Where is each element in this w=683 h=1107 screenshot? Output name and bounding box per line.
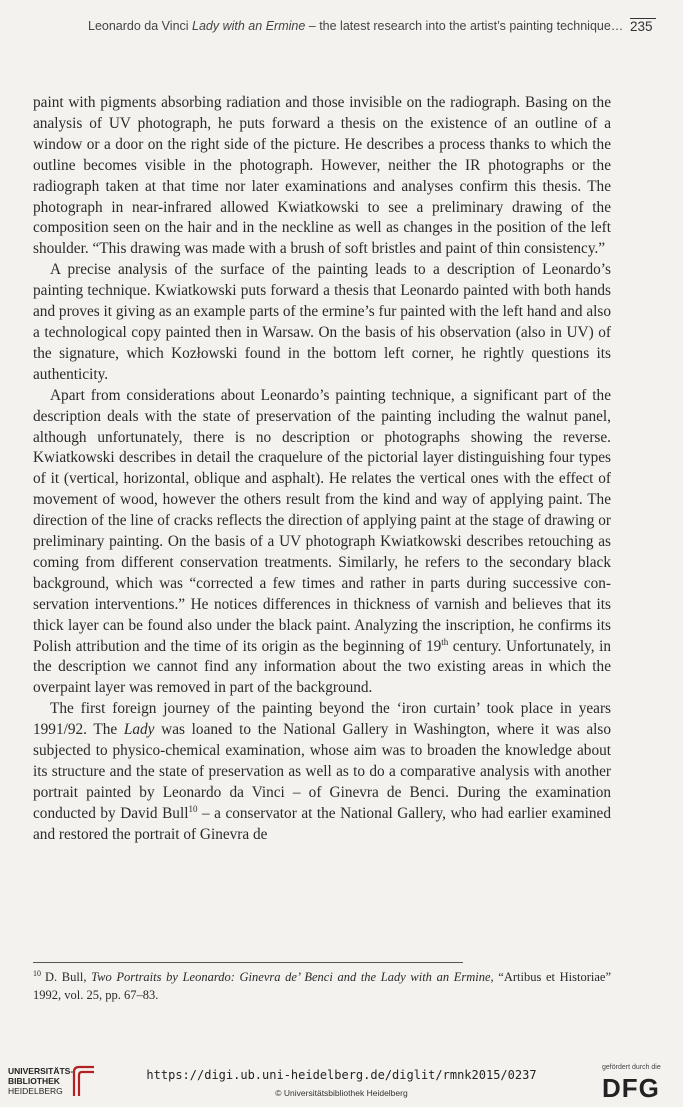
running-head-post: – the latest research into the artist’s painting technique…	[305, 19, 624, 33]
paragraph-3-part-a: Apart from considerations about Leonardo’s painting technique, a significant part of the description deals with the state of preservation of the painting including the walnut panel, although unfortunately, there is no description or photographs showing the reverse. Kwiatkowski describes in detail the craquelure of the pictorial layer distinguishing four types of it (vertical, horizontal, oblique and asphalt). He relates the vertical ones with the effect of movement of wood, however the others result from the kind and way of applying paint. The direction of the line of cracks reflects the direction of applying paint at the stage of drawing or preliminary painting. On the basis of a UV photograph Kwiatkowski describes retouching as coming from different conservation treatments. Similarly, he refers to the secondary black background, which was “corrected a few times and rather in parts during successive conservation interventions.” He notices differences in thickness of varnish and believes that its thick layer can be found also under the black paint. Analyzing the inscription, he confirms its Polish attribution and the time of its origin as the beginning of 19	[33, 386, 611, 655]
footnote-pre: D. Bull,	[45, 970, 92, 984]
library-line-1: UNIVERSITÄTS-	[8, 1066, 74, 1076]
library-line-3: HEIDELBERG	[8, 1086, 63, 1096]
running-head-pre: Leonardo da Vinci	[88, 19, 193, 33]
paragraph-4	[33, 699, 611, 845]
dfg-logo[interactable]: DFG	[602, 1073, 660, 1103]
footnote-post: , “Artibus et Historiae” 1992, vol. 25, pp. 67–83.	[33, 970, 612, 1002]
body-text	[33, 93, 611, 846]
superscript-th: th	[441, 636, 449, 647]
footnote-10	[33, 968, 611, 1004]
running-head-italic: Lady with an Ermine	[192, 19, 306, 33]
running-head	[88, 19, 624, 33]
paragraph-4-italic: Lady	[123, 721, 155, 739]
library-line-2: BIBLIOTHEK	[8, 1076, 60, 1086]
footnote-ref-10[interactable]: 10	[188, 803, 198, 814]
paragraph-4-part-b: was loaned to the National Gallery in Washington, where it was also subjected to physico-chemical examination, whose aim was to broaden the knowledge about its structure and the state of preservation as well as to do a comparative analysis with another portrait painted by Leonardo da Vinci – of Ginevra de Benci. During the examination conducted by David Bull	[33, 721, 611, 822]
paragraph-2: A precise analysis of the surface of the painting leads to a description of Leonardo’s painting technique. Kwiatkowski puts forward a thesis that Leonardo painted with both hands and proves it giving as an example parts of the ermine’s fur painted with the left hand and also a technological copy painted then in Warsaw. On the basis of his observation (also in UV) of the signature, which Kozłowski found in the bottom left corner, he rightly questions its authenticity.	[33, 261, 611, 383]
paragraph-1: paint with pigments absorbing radiation and those invisible on the radiograph. Basing on the analysis of UV photograph, he puts forward a thesis on the existence of an outline of a window or a door on the right side of the picture. He describes a process thanks to which the outline becomes visible in the photograph. However, neither the IR photographs or the radiograph taken at that time nor later examinations and analyses confirm this thesis. The photograph in near-infrared allowed Kwiatkowski to see a preliminary drawing of the composition seen on the hair and in the neckline as well as changes in the position of the left shoulder. “This drawing was made with a brush of soft bristles and paint of thin consistency.”	[33, 94, 611, 258]
page-number: 235	[630, 19, 653, 34]
funding-caption: gefördert durch die	[602, 1064, 661, 1071]
paragraph-4-part-c: – a conservator at the National Gallery, who had earlier examined and restored the portrait of Ginevra de	[33, 804, 611, 843]
permalink-url[interactable]: https://digi.ub.uni-heidelberg.de/diglit/rmnk2015/0237	[146, 1068, 537, 1082]
paragraph-3	[33, 386, 611, 700]
paragraph-4-part-a: The first foreign journey of the painting beyond the ‘iron curtain’ took place in years 1991/92. The	[33, 700, 611, 739]
footnote-rule	[33, 962, 463, 963]
footnote-number: 10	[33, 968, 41, 978]
footnote-title: Two Portraits by Leonardo: Ginevra de’ Benci and the Lady with an Ermine	[91, 970, 491, 984]
paragraph-3-part-b: century. Unfortunately, in the description we cannot find any information about the two existing areas in which the overpaint layer was removed in part of the background.	[33, 637, 611, 697]
copyright-notice: © Universitätsbibliothek Heidelberg	[275, 1088, 408, 1098]
